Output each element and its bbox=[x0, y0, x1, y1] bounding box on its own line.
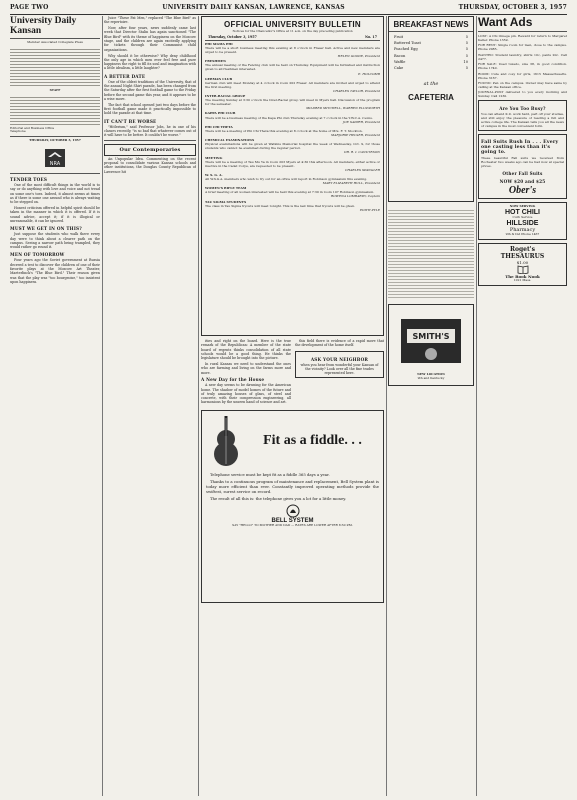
page-masthead bbox=[10, 4, 567, 15]
staff-line-1: Member Associated Collegiate Press bbox=[27, 40, 83, 44]
bell-paragraph: Thanks to a continuous program of maintenance and replacement, Bell System plant is today more efficient than ever. Constantly improved operating methods provide the swiftest, surest service on record. bbox=[206, 478, 379, 494]
menu-item: Fruit bbox=[394, 35, 404, 39]
editorial-paragraph: One of the most difficult things in the world is to say or do anything with love and voice and not tread on some one's toes. Indeed, it almost seems at times as if there is some one around who is always waiting to be stepped on. bbox=[10, 182, 100, 205]
bulletin-item-heading: PHI CHI THETA bbox=[205, 124, 233, 129]
menu-item: Cake bbox=[394, 66, 404, 71]
editorial-heading-1: TENDER TOES bbox=[10, 176, 48, 182]
want-ad: FOR SALE: Used tuxedo, size 38, in good condition. Phone 1740. bbox=[478, 62, 567, 71]
bulletin-day: Thursday, October 3, 1957 bbox=[208, 34, 257, 39]
article-text-block bbox=[388, 208, 474, 298]
bulletin-item-heading: CHEMICAL EXAMINATIONS bbox=[205, 138, 255, 143]
fall-suits-heading: Fall Suits Rush In . . . Every one casting less than it's going to. bbox=[481, 140, 559, 156]
bell-rates: SAY "HELLO" TO MOTHER AND DAD — RATES ARE LOWER AFTER 8:30 P.M. bbox=[232, 522, 353, 527]
column-ads-middle bbox=[388, 16, 474, 386]
book-nook-ad bbox=[478, 243, 567, 286]
bell-system-label: BELL SYSTEM bbox=[271, 517, 314, 524]
rogets-label: Roget's bbox=[510, 245, 535, 253]
breakfast-title: BREAKFAST NEWS bbox=[393, 20, 469, 29]
editorial-heading: A BETTER DATE bbox=[104, 73, 146, 79]
menu-price: 5 bbox=[465, 47, 468, 52]
editorial-paragraph: An Unpopular Idea. Commenting on the recent proposal to consolidate various Kansas schools and other institutions, the Douglas County Republican of Lawrence hit bbox=[104, 156, 196, 174]
article-paragraph: In rural Kansas we need to understand the ones who are farming and living on the farms more and more. bbox=[201, 362, 291, 375]
official-bulletin bbox=[201, 16, 384, 336]
bulletin-item-signature: MILDRED MITCHELL, WARREN ELLSWORTH bbox=[306, 106, 380, 111]
bulletin-item-signature: JOE SAPPER, President bbox=[342, 119, 380, 124]
bell-paragraph: Telephone service must be kept fit as a fiddle 365 days a year. bbox=[210, 472, 330, 478]
ice-cream-box-icon bbox=[393, 309, 469, 369]
editorial-heading-3: MEN OF TOMORROW bbox=[10, 252, 65, 258]
bulletin-item-signature: MARJORIE HELSER, President bbox=[330, 132, 380, 137]
editorial-paragraph: Honest criticism offered in helpful spirit should be taken in the manner in which it is offered. If it is sound advice, accept it; if it is illogical or unreasonable, it can be ignored. bbox=[10, 206, 100, 223]
menu-item: Buttered Toast bbox=[394, 41, 421, 46]
bulletin-item-heading: WOMEN'S RIFLE TEAM bbox=[205, 186, 247, 191]
bulletin-item-signature: EDITH PYLE bbox=[359, 207, 380, 212]
curb-service: Curb Service bbox=[512, 215, 533, 220]
ask-neighbor-box bbox=[295, 351, 384, 379]
bulletin-item-heading: KAPPA PHI CLUB bbox=[205, 111, 236, 116]
editorial-paragraph: Now, after four years, news suddenly came last week that Director Stalin has again sanctioned "The Blue Bird" with its theme of happiness on the Moscow stage, and the children are again excitedly applying for tickets through their Communist child organizations. bbox=[104, 26, 196, 52]
bulletin-title: OFFICIAL UNIVERSITY BULLETIN bbox=[224, 20, 361, 29]
bulletin-item-text: The meeting Sunday at 3:30 o'clock the Inter-Racial group will meet in Myers hall. Discussion of the program for the semester. bbox=[205, 98, 380, 107]
now-serving: NOW SERVING bbox=[509, 204, 536, 209]
too-busy-heading: Are You Too Busy? bbox=[499, 106, 546, 112]
bulletin-item-signature: DR. R. I. CANUTESON bbox=[344, 150, 380, 155]
lower-articles bbox=[201, 339, 384, 406]
bulletin-item-heading: TAU SIGMA STUDENTS bbox=[205, 199, 247, 204]
bell-system-ad bbox=[201, 410, 384, 603]
editorial-paragraph: The fact that school opened just two days before the first football game made it practically impossible to hold the parade at that time. bbox=[104, 102, 196, 116]
other-suits: Other Fall Suits bbox=[502, 171, 543, 177]
staff-names bbox=[10, 95, 100, 125]
bulletin-item-signature: HELEN GOODE, President bbox=[337, 54, 380, 59]
editorial-paragraph: One of the oldest traditions of the University, that of the annual Night Shirt parade, has been changed from the Saturday after the first football game to the Friday before the second game this year, and it appears to be a wise move. bbox=[104, 79, 196, 101]
fall-suits-text: These beautiful Fall suits we received from Rochester two weeks ago can be had now at special prices. bbox=[481, 156, 564, 169]
article-paragraph: this field there is evidence of a rapid move that the development of the home itself. bbox=[295, 339, 384, 348]
menu-price: 5 bbox=[465, 41, 468, 46]
want-ad: FOUND: Pen on the campus. Owner may have same by calling at the Kansan office. bbox=[478, 80, 567, 89]
column-want-ads bbox=[478, 16, 567, 286]
bulletin-item-heading: INTER-RACIAL GROUP bbox=[205, 94, 246, 99]
nra-eagle-icon bbox=[10, 146, 100, 170]
column-bulletin bbox=[201, 16, 384, 603]
menu-row bbox=[389, 65, 473, 71]
bell-logo-icon bbox=[206, 504, 379, 518]
bulletin-item-text: Physical examinations will be given at Watkins Memorial hospital the week of Wednesday, Oct. 9, for those students who cannot be examined during the regular period. bbox=[205, 142, 380, 151]
breakfast-menu bbox=[389, 34, 473, 71]
editorial-paragraph: "Hitlerism," said Professor Jobs, he in one of his classes recently, "is so bad that whatever comes out of it will have to be better. It couldn't be worse." bbox=[104, 124, 196, 138]
bulletin-item-text: There will be a short business meeting this evening at 8 o'clock in Fraser hall. Active and new members are urged to be present. bbox=[205, 46, 380, 55]
thesaurus-label: THESAURUS bbox=[500, 252, 545, 260]
editorial-heading: IT CAN'T BE WORSE bbox=[104, 118, 157, 124]
page-number: PAGE TWO bbox=[10, 4, 49, 11]
obers-logo: Ober's bbox=[508, 185, 537, 197]
want-ad: ROOM: Cute and cosy for girls, 1615 Massachusetts. Phone 3167. bbox=[478, 71, 567, 80]
editorial-heading-2: MUST WE GET IN ON THIS? bbox=[10, 226, 82, 232]
contemporaries-heading: Our Contemporaries bbox=[104, 144, 196, 156]
want-ad: WANTED: Student laundry, shirts 10c, pants 20c. Call 2477. bbox=[478, 52, 567, 61]
pharmacy-label: Pharmacy bbox=[509, 226, 536, 233]
want-ad: LOST: A Chi Omega pin. Reward for return to Margaret Keller. Phone 1359. bbox=[478, 34, 567, 42]
bulletin-item-text: There will be a business meeting of the Kapa Phi club Thursday evening at 7 o'clock in the Y.W.C.A. rooms. bbox=[205, 115, 373, 120]
column-editorial-2 bbox=[104, 16, 196, 175]
menu-item: Bacon bbox=[394, 53, 406, 58]
smiths-location: NEW LOCATION bbox=[417, 372, 445, 376]
menu-price: 5 bbox=[465, 53, 468, 58]
column-area bbox=[10, 16, 567, 796]
editorial-paragraph: Four years ago the Soviet government at Russia decreed a test to discover the children of one of their favorite plays at the Moscow Art Theater, Maeterlinck's "The Blue Bird." Their reason given was that the play was "too bourgeoise," too insistent upon happiness. bbox=[10, 258, 100, 284]
hillside-address: 9th & Ind Phone 1467 bbox=[505, 231, 540, 236]
violin-icon bbox=[206, 414, 246, 468]
bulletin-item-heading: GERMAN CLUB bbox=[205, 76, 233, 81]
book-icon bbox=[481, 265, 564, 274]
menu-price: 5 bbox=[465, 66, 468, 71]
want-ads-title: Want Ads bbox=[478, 16, 533, 29]
editorial-paragraph: Why should it be otherwise? Why deny childhood the only age in which men ever feel free and pure happiness the right to fill its soul and imagination with a little idealism, a little laughter? bbox=[104, 53, 196, 71]
bulletin-number: No. 17 bbox=[364, 34, 377, 39]
editorial-paragraph: Just suppose the students who walk there every day were to think about a clearer path on the campus. Seeing a narrow path being trampled, they would rather go round it. bbox=[10, 232, 100, 250]
bulletin-item-heading: MEETING bbox=[205, 155, 223, 160]
bulletin-item-text: A brief meeting of all women interested will be held this evening at 7:30 in room 107 Robinson gymnasium. bbox=[205, 190, 375, 195]
page-date: THURSDAY, OCTOBER 3, 1957 bbox=[458, 4, 567, 11]
bulletin-item-text: There will be a meeting of Phi Chi Theta this evening at 8 o'clock at the home of Mrs. F. T. Stockton. bbox=[205, 128, 363, 133]
paper-title: UNIVERSITY DAILY KANSAN, LAWRENCE, KANSAS bbox=[162, 4, 345, 11]
bulletin-item-text: German club will meet Monday at 4 o'clock in room 202 Fraser. All members are invited and urged to attend the first meeting. bbox=[205, 80, 380, 89]
at-the-label: at the bbox=[423, 81, 439, 88]
editorial-paragraph: Juice "These Fat Men," replaced "The Blue Bird" as the repertoire. bbox=[104, 16, 196, 25]
issue-date: THURSDAY, OCTOBER 3, 1957 bbox=[29, 138, 81, 143]
bulletin-items bbox=[202, 42, 383, 212]
bulletin-item-text: The class in Tau Sigma tryouts will meet tonight. This is the last time that tryouts will be given. bbox=[205, 203, 356, 208]
smiths-address: 9th and Kentucky bbox=[417, 375, 445, 380]
smiths-ad bbox=[388, 304, 474, 386]
menu-price: 10 bbox=[463, 59, 468, 64]
article-paragraph: ities and right on the board. Here is the true remark of the Republican: A member of the state board of regents thinks consolidation of all state schools would be a good thing. He thinks the legislature should be brought into the picture. bbox=[201, 339, 291, 361]
bulletin-item-heading: FRESHMEN bbox=[205, 59, 226, 64]
fiddle-headline: Fit as a fiddle. . . bbox=[263, 433, 362, 449]
bulletin-item-heading: PHI SIGMA PHI bbox=[205, 41, 233, 46]
bulletin-item-signature: E. HOLCOMB bbox=[358, 71, 380, 76]
breakfast-ad bbox=[388, 16, 474, 202]
thesaurus-price: $1.00 bbox=[516, 259, 529, 265]
fall-suits-ad bbox=[478, 134, 567, 199]
hillside-ad bbox=[478, 202, 567, 239]
bulletin-item-text: The annual meeting of the Fencing club will be held on Thursday. Equipment will be furnished and instruction given to all freshmen interested. bbox=[205, 63, 380, 72]
too-busy-box bbox=[478, 100, 567, 131]
menu-price: 5 bbox=[465, 35, 468, 39]
nameplate: University Daily Kansan bbox=[10, 16, 77, 36]
menu-item: Poached Egg bbox=[394, 47, 418, 52]
suit-prices: NOW $20 and $25 bbox=[499, 179, 546, 185]
book-nook-address: 1021 Mass. bbox=[513, 277, 532, 282]
svg-text:NRA: NRA bbox=[49, 160, 61, 167]
staff-listing bbox=[10, 47, 100, 87]
want-ad: JOURNAL-POST delivered to you every morning and Sunday. Call 1230. bbox=[478, 90, 567, 99]
ask-text: when you hear from wonderful your Kansan of the vicinity? Look over all the fine trades represented here. bbox=[300, 362, 379, 376]
bulletin-item-text: There will be a meeting of Tau Mu Ya in room 203 Myers at 4:30 this afternoon. All members, either active or inactive in the Cadet Corps, are requested to be present. bbox=[205, 159, 380, 168]
bell-paragraph: The result of all this is: the telephone gives you a lot for a little money. bbox=[210, 495, 347, 501]
smiths-logo-text: SMITH'S bbox=[412, 332, 450, 341]
book-nook-name: The Book Nook bbox=[505, 273, 540, 279]
hillside-name: HILLSIDE bbox=[506, 219, 539, 227]
article-paragraph: A new day seems to be dawning for the American home. The shadow of model homes of the future and of truly amazing houses of glass, of steel and concrete, with their compression engineering, all harmonious by the unseen hand of science and art. bbox=[201, 383, 291, 405]
too-busy-text: You can attend K.U. work hard, part off your studies, and still enjoy the pleasure of reading a full and active college life. The Kansan tells you all the news of campus in the most convenient form. bbox=[481, 112, 564, 129]
bulletin-subtitle: Notices for the Chancellor's Office at 11 a.m. on the day preceding publication bbox=[232, 29, 353, 33]
want-ads-list bbox=[478, 34, 567, 98]
bulletin-item-signature: MARY ELIZABETH HULL, President bbox=[322, 180, 380, 185]
article-heading: A New Day for the House bbox=[201, 376, 265, 382]
bulletin-item-signature: CHARLES TAYLOR, President bbox=[333, 88, 380, 93]
staff-line-3: Editorial and Business Office bbox=[10, 125, 55, 130]
staff-line-4: Telephone bbox=[10, 129, 26, 134]
bulletin-item-signature: CHARLES SPANGLER bbox=[344, 167, 380, 172]
cafeteria-label: CAFETERIA bbox=[408, 93, 454, 103]
menu-item: Waffle bbox=[394, 59, 406, 64]
hot-chili: HOT CHILI bbox=[505, 209, 540, 217]
want-ad: FOR RENT: Single room for men, close to the campus. Phone 2085. bbox=[478, 43, 567, 52]
bulletin-item-text: All W.S.G.A. members who wish to try out for an office will report in Robinson gymnasium this evening. bbox=[205, 176, 368, 181]
ask-heading: ASK YOUR NEIGHBOR bbox=[310, 356, 369, 362]
bulletin-item-heading: W. S. G. A. bbox=[205, 172, 223, 177]
column-editorial bbox=[10, 16, 100, 286]
bulletin-item-signature: ROWENA LOMBARDY, Captain bbox=[330, 194, 380, 199]
staff-line-2: STAFF bbox=[49, 87, 61, 92]
